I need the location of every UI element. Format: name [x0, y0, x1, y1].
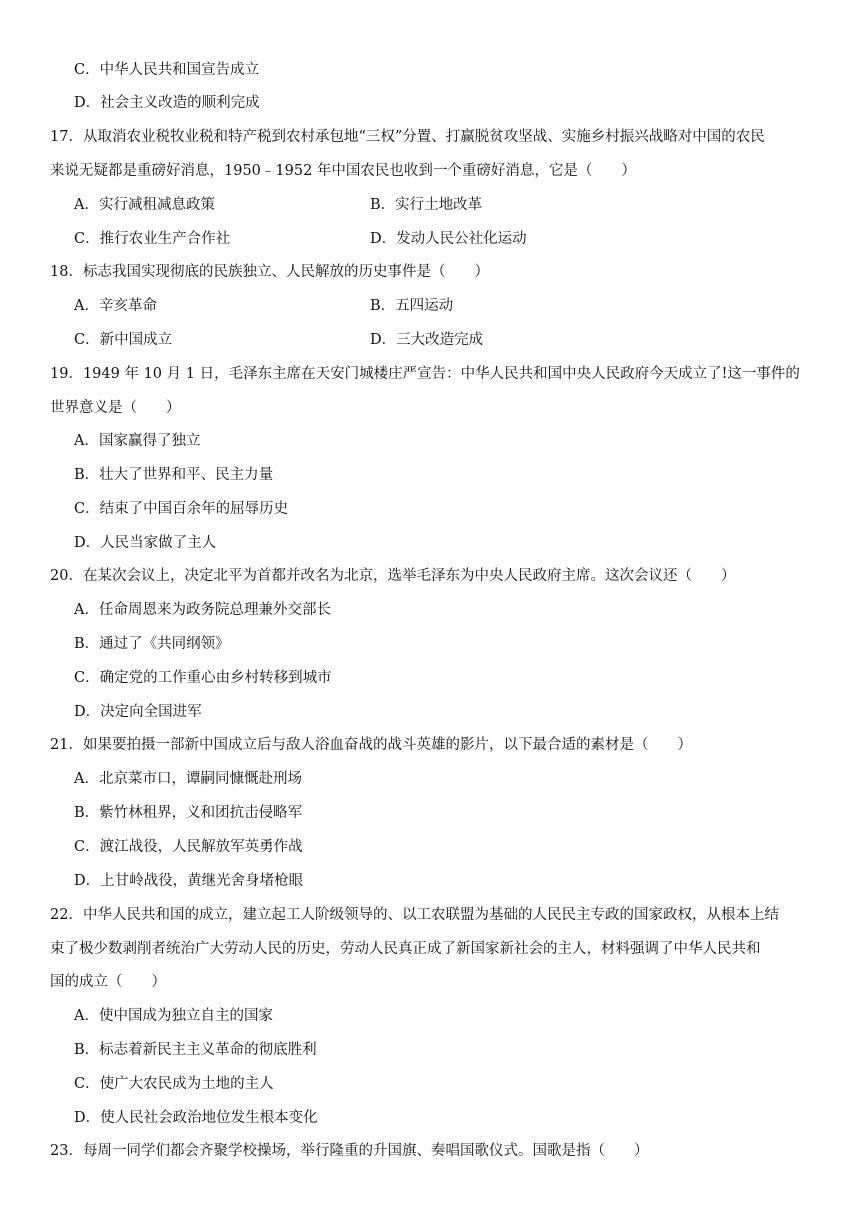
- question-20-stem: 20．在某次会议上，决定北平为首都并改名为北京，选举毛泽东为中央人民政府主席。这次会议还（ ）: [50, 568, 736, 584]
- question-19-option-a: A．国家赢得了独立: [74, 433, 201, 449]
- question-16-option-c: C．中华人民共和国宣告成立: [74, 62, 260, 78]
- question-21-option-d: D．上甘岭战役，黄继光舍身堵枪眼: [74, 873, 304, 889]
- question-22-option-c: C．使广大农民成为土地的主人: [74, 1076, 274, 1092]
- question-18-option-a: A．辛亥革命: [74, 298, 157, 314]
- question-17-option-d: D．发动人民公社化运动: [370, 231, 527, 247]
- question-19-stem-line-2: 世界意义是（ ）: [50, 400, 181, 416]
- question-19-option-c: C．结束了中国百余年的屈辱历史: [74, 501, 289, 517]
- question-21-option-c: C．渡江战役，人民解放军英勇作战: [74, 839, 303, 855]
- question-18-stem: 18．标志我国实现彻底的民族独立、人民解放的历史事件是（ ）: [50, 264, 489, 280]
- question-16-option-d: D．社会主义改造的顺利完成: [74, 95, 260, 111]
- question-17-option-b: B．实行土地改革: [370, 197, 483, 213]
- question-23-stem: 23．每周一同学们都会齐聚学校操场，举行隆重的升国旗、奏唱国歌仪式。国歌是指（ ）: [50, 1143, 649, 1159]
- question-18-option-b: B．五四运动: [370, 298, 454, 314]
- question-19-option-d: D．人民当家做了主人: [74, 535, 217, 551]
- question-20-option-d: D．决定向全国进军: [74, 704, 202, 720]
- question-19-option-b: B．壮大了世界和平、民主力量: [74, 467, 274, 483]
- question-22-option-a: A．使中国成为独立自主的国家: [74, 1008, 273, 1024]
- question-17-stem-line-1: 17．从取消农业税牧业税和特产税到农村承包地“三权”分置、打赢脱贫攻坚战、实施乡村振兴战略对中国的农民: [50, 129, 765, 145]
- question-17-option-a: A．实行减租减息政策: [74, 197, 215, 213]
- question-22-stem-line-3: 国的成立（ ）: [50, 974, 166, 990]
- question-17-option-c: C．推行农业生产合作社: [74, 231, 231, 247]
- question-21-option-a: A．北京菜市口，谭嗣同慷慨赴刑场: [74, 771, 302, 787]
- question-22-option-d: D．使人民社会政治地位发生根本变化: [74, 1110, 318, 1126]
- question-21-stem: 21．如果要拍摄一部新中国成立后与敌人浴血奋战的战斗英雄的影片，以下最合适的素材是（ ）: [50, 737, 692, 753]
- question-20-option-c: C．确定党的工作重心由乡村转移到城市: [74, 670, 332, 686]
- question-22-option-b: B．标志着新民主主义革命的彻底胜利: [74, 1042, 317, 1058]
- question-20-option-b: B．通过了《共同纲领》: [74, 636, 230, 652]
- question-17-stem-line-2: 来说无疑都是重磅好消息，1950﹣1952 年中国农民也收到一个重磅好消息，它是（ ）: [50, 163, 636, 179]
- question-22-stem-line-1: 22．中华人民共和国的成立，建立起工人阶级领导的、以工农联盟为基础的人民民主专政的国家政权，从根本上结: [50, 907, 779, 923]
- question-18-option-c: C．新中国成立: [74, 332, 173, 348]
- question-19-stem-line-1: 19．1949 年 10 月 1 日，毛泽东主席在天安门城楼庄严宣告：中华人民共和国中央人民政府今天成立了!这一事件的: [50, 366, 800, 382]
- question-18-option-d: D．三大改造完成: [370, 332, 484, 348]
- question-22-stem-line-2: 束了极少数剥削者统治广大劳动人民的历史，劳动人民真正成了新国家新社会的主人，材料强调了中华人民共和: [50, 941, 761, 957]
- question-21-option-b: B．紫竹林租界，义和团抗击侵略军: [74, 805, 303, 821]
- question-20-option-a: A．任命周恩来为政务院总理兼外交部长: [74, 602, 331, 618]
